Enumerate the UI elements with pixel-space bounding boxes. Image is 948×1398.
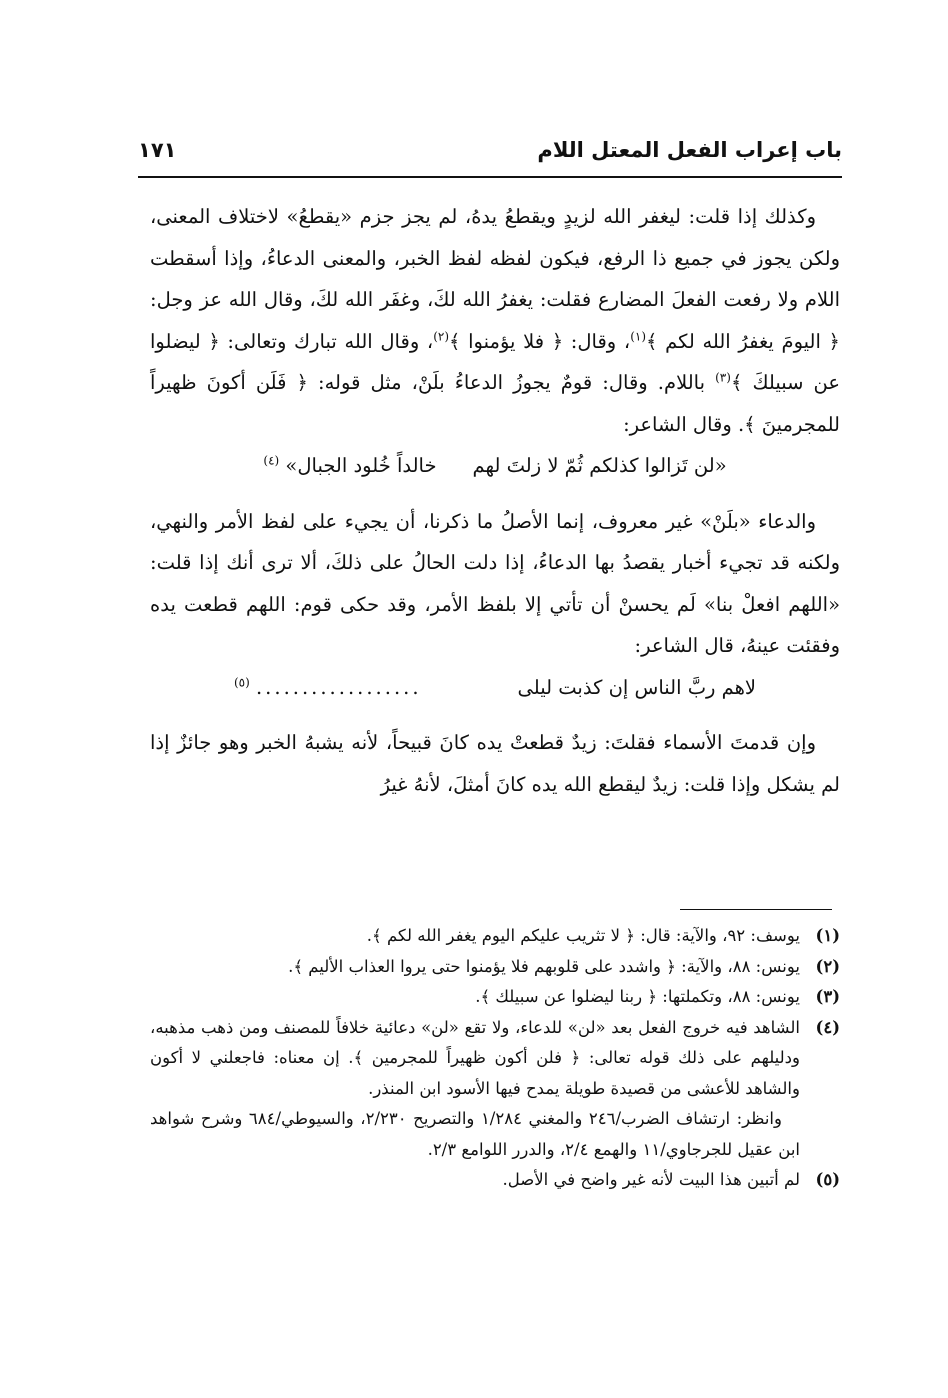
footnote-number: (٤) — [815, 1017, 840, 1037]
footnote-number: (٢) — [815, 956, 840, 976]
footnote-3 — [150, 982, 840, 1013]
footnote-rule — [680, 909, 832, 910]
footnote-ref-5[interactable]: (٥) — [233, 675, 250, 689]
footnote-number: (١) — [815, 926, 840, 945]
footnote-text: لم أتبين هذا البيت لأنه غير واضح في الأصل. — [502, 1170, 800, 1189]
paragraph-2: والدعاء «بلَنْ» غير معروف، إنما الأصلُ ما ذكرنا، أن يجيء على لفظ الأمر والنهي، ولكنه قد تجيء أخبار يقصدُ بها الدعاءُ، إذا دلت الحالُ على ذلكَ، ألا ترى أنك إذا قلت: «اللهم افعلْ بنا» لَم يحسنْ أن تأتي إلا بلفظ الأمر، وقد حكى قوم: اللهم قطعت يده وفقئت عينهُ، قال الشاعر: — [150, 509, 840, 657]
paragraph-3: وإن قدمتَ الأسماء فقلتَ: زيدٌ قطعتْ يده كانَ قبيحاً، لأنه يشبهُ الخبر وهو جائزٌ إذا لم يشكل وإذا قلت: زيدٌ ليقطع الله يده كانَ أمثلَ، لأنهُ غيرُ — [150, 731, 840, 796]
footnote-2 — [150, 952, 840, 983]
paragraph-1-text: وكذلك إذا قلت: ليغفر الله لزيدٍ ويقطعُ يدهُ، لم يجز جزم «يقطعُ» لاختلاف المعنى، ولكن يجوز في جميع ذا الرفع، فيكون لفظه لفظ الخبر، والمعنى الدعاءُ، وإذا أسقطت اللام ولا رفعت الفعلَ المضارع فقلت: يغفرُ الله لكَ، وغفَر الله لكَ، وقال الله عز وجل: ﴿ اليومَ يغفرُ الله لكم ﴾ — [150, 205, 840, 353]
footnote-ref-2[interactable]: (٢) — [433, 329, 450, 343]
main-text — [150, 196, 840, 805]
footnote-number: (٣) — [815, 987, 840, 1006]
footnote-5 — [150, 1165, 840, 1196]
footnote-text: يوسف: ٩٢، والآية: قال: ﴿ لا تثريب عليكم اليوم يغفر الله لكم ﴾. — [366, 926, 800, 945]
footnote-4 — [150, 1013, 840, 1166]
spacer — [150, 708, 840, 722]
footnote-text: يونس: ٨٨، وتكملتها: ﴿ ربنا ليضلوا عن سبيلك ﴾. — [475, 987, 800, 1006]
verse-2-text: لاهم ربَّ الناس إن كذبت ليلى — [517, 675, 757, 699]
paragraph-1b-text: ، وقال: ﴿ فلا يؤمنوا ﴾ — [449, 329, 631, 353]
verse-2-ellipsis: .................. — [255, 675, 422, 699]
footnote-ref-3[interactable]: (٣) — [715, 370, 731, 385]
chapter-title: باب إعراب الفعل المعتل اللام — [537, 138, 842, 162]
spacer — [150, 487, 840, 501]
paragraph-1c-text: ، وقال الله تبارك وتعالى: ﴿ ليضلوا عن سبيلكَ ﴾ — [150, 329, 840, 394]
verse-1-hemistich-1: «لن تَزالوا كذلكم ثُمّ لا زلتَ لهم — [472, 454, 727, 477]
footnote-continuation: وانظر: ارتشاف الضرب/٢٤٦ والمغني ١/٢٨٤ والتصريح ٢/٢٣٠، والسيوطي/٦٨٤ وشرح شواهد ابن عقيل للجرجاوي/١١ والهمع ٢/٤، والدرر اللوامع ٢/٣. — [150, 1109, 800, 1159]
running-header — [138, 138, 842, 174]
verse-2 — [150, 667, 840, 709]
footnote-number: (٥) — [815, 1170, 840, 1189]
header-rule — [138, 176, 842, 178]
footnote-1 — [150, 921, 840, 952]
footnote-ref-1[interactable]: (١) — [630, 329, 647, 343]
footnotes — [150, 921, 840, 1196]
paragraph-1d-text: باللام. وقال: قومٌ يجوزُ الدعاءُ بلَنْ، مثل قوله: ﴿ فَلَن أكونَ ظهيراً للمجرمينَ ﴾. وقال الشاعر: — [150, 371, 840, 436]
paragraph-1 — [150, 196, 840, 445]
footnote-text: الشاهد فيه خروج الفعل بعد «لن» للدعاء، ولا تقع «لن» دعائية خلافاً للمصنف ومن ذهب مذهبه، ودليلهم على ذلك قوله تعالى: ﴿ فلن أكون ظهيراً للمجرمين ﴾. إن معناه: فاجعلني لا أكون والشاهد للأعشى من قصيدة طويلة يمدح فيها الأسود ابن المنذر. — [150, 1017, 800, 1098]
footnote-text: يونس: ٨٨، والآية: ﴿ واشدد على قلوبهم فلا يؤمنوا حتى يروا العذاب الأليم ﴾. — [288, 956, 800, 976]
verse-1 — [150, 445, 840, 487]
verse-1-hemistich-2: خالداً خُلود الجبال» — [285, 454, 437, 477]
footnote-ref-4[interactable]: (٤) — [263, 453, 280, 468]
page-number: ١٧١ — [138, 138, 177, 162]
